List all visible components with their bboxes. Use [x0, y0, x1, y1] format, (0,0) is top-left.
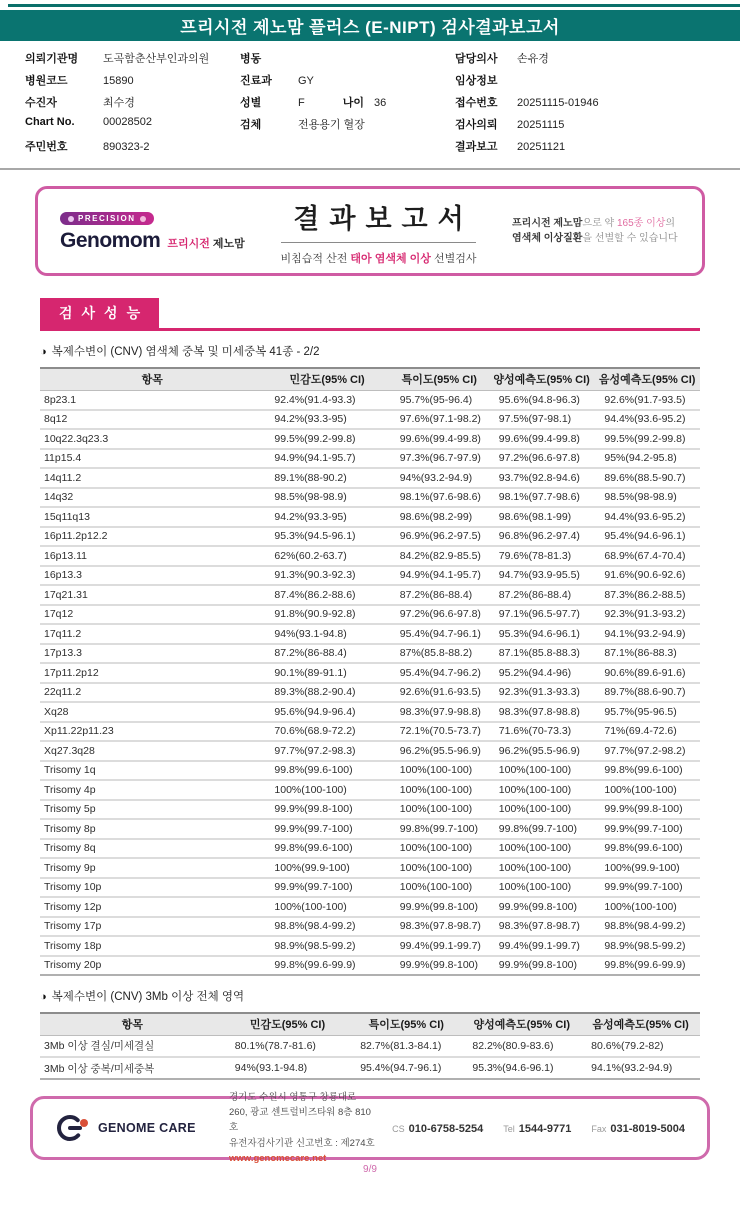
field-value: 20251115	[517, 119, 565, 131]
value-cell: 100%(100-100)	[390, 780, 489, 800]
value-cell: 99.5%(99.2-99.8)	[594, 429, 700, 449]
genomecare-logo-text: GENOME CARE	[98, 1121, 196, 1135]
field-label: 접수번호	[455, 97, 498, 109]
value-cell: 100%(100-100)	[489, 761, 595, 781]
item-cell: 3Mb 이상 중복/미세중복	[40, 1057, 225, 1079]
value-cell: 82.7%(81.3-84.1)	[350, 1035, 462, 1057]
table-row	[40, 839, 700, 859]
item-cell: 17q12	[40, 605, 264, 625]
table-row	[40, 429, 700, 449]
info-row-doctor	[455, 50, 725, 72]
website-link[interactable]: www.genomecare.net	[229, 1152, 327, 1164]
value-cell: 94.7%(93.9-95.5)	[489, 566, 595, 586]
value-cell: 98.8%(98.4-99.2)	[594, 917, 700, 937]
value-cell: 99.4%(99.1-99.7)	[390, 936, 489, 956]
value-cell: 72.1%(70.5-73.7)	[390, 722, 489, 742]
field-label: 나이	[342, 97, 364, 109]
footer-contacts	[392, 1119, 685, 1137]
value-cell: 94.9%(94.1-95.7)	[390, 566, 489, 586]
info-row-department	[240, 72, 455, 94]
item-cell: Trisomy 1q	[40, 761, 264, 781]
contact-cs: CS 010-6758-5254	[392, 1123, 484, 1135]
value-cell: 98.3%(97.8-98.7)	[390, 917, 489, 937]
value-cell: 98.9%(98.5-99.2)	[264, 936, 389, 956]
field-value: 15890	[103, 75, 134, 87]
value-cell: 96.9%(96.2-97.5)	[390, 527, 489, 547]
value-cell: 87.2%(86-88.4)	[264, 644, 389, 664]
value-cell: 100%(100-100)	[264, 897, 389, 917]
item-cell: 8q12	[40, 410, 264, 430]
table-row	[40, 585, 700, 605]
field-value: 손유경	[517, 53, 549, 65]
column-header: 민감도(95% CI)	[225, 1013, 350, 1035]
field-value: 전용용기 혈장	[298, 119, 365, 131]
value-cell: 91.8%(90.9-92.8)	[264, 605, 389, 625]
table-row	[40, 761, 700, 781]
page-number: 9/9	[363, 1164, 377, 1175]
table-row	[40, 936, 700, 956]
value-cell: 94.4%(93.6-95.2)	[594, 410, 700, 430]
value-cell: 100%(100-100)	[390, 761, 489, 781]
column-header: 항목	[40, 1013, 225, 1035]
value-cell: 97.2%(96.6-97.8)	[390, 605, 489, 625]
item-cell: 14q32	[40, 488, 264, 508]
table-row	[40, 507, 700, 527]
value-cell: 94.2%(93.3-95)	[264, 410, 389, 430]
badge-dot-icon	[68, 216, 74, 222]
value-cell: 87.2%(86-88.4)	[390, 585, 489, 605]
column-header: 민감도(95% CI)	[264, 368, 389, 390]
table-row	[40, 546, 700, 566]
value-cell: 98.3%(97.8-98.7)	[489, 917, 595, 937]
value-cell: 98.1%(97.7-98.6)	[489, 488, 595, 508]
value-cell: 99.8%(99.6-99.9)	[594, 956, 700, 976]
value-cell: 100%(100-100)	[489, 800, 595, 820]
value-cell: 99.8%(99.6-99.9)	[264, 956, 389, 976]
genomom-logo: Genomom	[60, 229, 161, 253]
screening-note: 프리시전 제노맘으로 약 165종 이상의 염색체 이상질환을 선별할 수 있습니다	[512, 217, 678, 244]
item-cell: Xq28	[40, 702, 264, 722]
brand-kr-genomom: 제노맘	[212, 238, 245, 251]
value-cell: 98.8%(98.4-99.2)	[264, 917, 389, 937]
value-cell: 70.6%(68.9-72.2)	[264, 722, 389, 742]
value-cell: 97.7%(97.2-98.2)	[594, 741, 700, 761]
item-cell: 16p13.11	[40, 546, 264, 566]
item-cell: Trisomy 4p	[40, 780, 264, 800]
badge-dot-icon	[140, 216, 146, 222]
value-cell: 98.5%(98-98.9)	[264, 488, 389, 508]
value-cell: 94.2%(93.3-95)	[264, 507, 389, 527]
value-cell: 100%(100-100)	[390, 878, 489, 898]
field-label: 성별	[240, 97, 262, 109]
value-cell: 100%(100-100)	[594, 780, 700, 800]
value-cell: 99.9%(99.7-100)	[264, 819, 389, 839]
value-cell: 99.9%(99.8-100)	[264, 800, 389, 820]
field-label: 검사의뢰	[455, 119, 498, 131]
field-value: 20251121	[517, 141, 566, 153]
item-cell: 17q11.2	[40, 624, 264, 644]
column-header: 양성예측도(95% CI)	[489, 368, 595, 390]
contact-fax: Fax 031-8019-5004	[591, 1123, 685, 1135]
performance-section-divider	[40, 298, 700, 331]
item-cell: Trisomy 9p	[40, 858, 264, 878]
item-cell: 17p11.2p12	[40, 663, 264, 683]
table-row	[40, 644, 700, 664]
table-row	[40, 527, 700, 547]
table-row	[40, 702, 700, 722]
value-cell: 95%(94.2-95.8)	[594, 449, 700, 469]
value-cell: 89.1%(88-90.2)	[264, 468, 389, 488]
value-cell: 99.9%(99.8-100)	[489, 897, 595, 917]
value-cell: 99.4%(99.1-99.7)	[489, 936, 595, 956]
value-cell: 95.7%(95-96.4)	[390, 390, 489, 410]
table-header-row	[40, 1013, 700, 1035]
table-row	[40, 741, 700, 761]
info-row-clinical-info	[455, 72, 725, 94]
value-cell: 100%(100-100)	[390, 858, 489, 878]
item-cell: Xq27.3q28	[40, 741, 264, 761]
value-cell: 84.2%(82.9-85.5)	[390, 546, 489, 566]
value-cell: 92.3%(91.3-93.3)	[489, 683, 595, 703]
field-label: 임상정보	[455, 75, 498, 87]
value-cell: 95.3%(94.6-96.1)	[489, 624, 595, 644]
value-cell: 100%(100-100)	[489, 780, 595, 800]
field-label: 병원코드	[25, 75, 68, 87]
table-row	[40, 566, 700, 586]
page-title: 프리시전 제노맘 플러스 (E-NIPT) 검사결과보고서	[180, 18, 560, 37]
value-cell: 68.9%(67.4-70.4)	[594, 546, 700, 566]
contact-tel: Tel 1544-9771	[503, 1123, 572, 1135]
value-cell: 95.2%(94.4-96)	[489, 663, 595, 683]
table-row	[40, 897, 700, 917]
cnv-performance-table	[40, 367, 700, 976]
column-header: 항목	[40, 368, 264, 390]
table-row	[40, 956, 700, 976]
item-cell: Trisomy 8q	[40, 839, 264, 859]
table-header-row	[40, 368, 700, 390]
precision-badge	[60, 212, 154, 225]
item-cell: 17p13.3	[40, 644, 264, 664]
value-cell: 94%(93.1-94.8)	[264, 624, 389, 644]
value-cell: 100%(100-100)	[390, 839, 489, 859]
column-header: 특이도(95% CI)	[350, 1013, 462, 1035]
value-cell: 89.3%(88.2-90.4)	[264, 683, 389, 703]
field-value: 36	[374, 97, 387, 109]
value-cell: 87%(85.8-88.2)	[390, 644, 489, 664]
item-cell: Trisomy 12p	[40, 897, 264, 917]
item-cell: 16p13.3	[40, 566, 264, 586]
item-cell: 10q22.3q23.3	[40, 429, 264, 449]
value-cell: 94%(93.1-94.8)	[225, 1057, 350, 1079]
value-cell: 94%(93.2-94.9)	[390, 468, 489, 488]
value-cell: 99.6%(99.4-99.8)	[489, 429, 595, 449]
value-cell: 87.1%(85.8-88.3)	[489, 644, 595, 664]
value-cell: 97.3%(96.7-97.9)	[390, 449, 489, 469]
value-cell: 95.3%(94.6-96.1)	[462, 1057, 581, 1079]
value-cell: 97.5%(97-98.1)	[489, 410, 595, 430]
value-cell: 98.3%(97.8-98.8)	[489, 702, 595, 722]
item-cell: Trisomy 20p	[40, 956, 264, 976]
column-header: 음성예측도(95% CI)	[581, 1013, 700, 1035]
value-cell: 97.6%(97.1-98.2)	[390, 410, 489, 430]
field-value: 890323-2	[103, 141, 150, 153]
top-rule-divider	[8, 4, 740, 7]
value-cell: 99.8%(99.6-100)	[264, 761, 389, 781]
value-cell: 100%(99.9-100)	[264, 858, 389, 878]
info-row-patient-name	[25, 94, 240, 116]
table-row	[40, 410, 700, 430]
field-value: F	[298, 97, 305, 109]
table-row	[40, 1057, 700, 1079]
value-cell: 100%(99.9-100)	[594, 858, 700, 878]
value-cell: 95.3%(94.5-96.1)	[264, 527, 389, 547]
value-cell: 95.4%(94.7-96.2)	[390, 663, 489, 683]
value-cell: 92.6%(91.7-93.5)	[594, 390, 700, 410]
value-cell: 95.6%(94.9-96.4)	[264, 702, 389, 722]
value-cell: 98.9%(98.5-99.2)	[594, 936, 700, 956]
table-row	[40, 819, 700, 839]
value-cell: 99.5%(99.2-99.8)	[264, 429, 389, 449]
value-cell: 91.6%(90.6-92.6)	[594, 566, 700, 586]
column-header: 양성예측도(95% CI)	[462, 1013, 581, 1035]
cnv-3mb-table-title: ◑ 복제수변이 (CNV) 3Mb 이상 전체 영역	[40, 991, 245, 1003]
table-row	[40, 605, 700, 625]
field-label: 검체	[240, 119, 262, 131]
value-cell: 87.1%(86-88.3)	[594, 644, 700, 664]
table-row	[40, 468, 700, 488]
item-cell: Trisomy 5p	[40, 800, 264, 820]
value-cell: 100%(100-100)	[594, 897, 700, 917]
value-cell: 99.9%(99.8-100)	[390, 897, 489, 917]
item-cell: 22q11.2	[40, 683, 264, 703]
patient-info-column-right	[455, 50, 725, 160]
value-cell: 99.9%(99.7-100)	[594, 819, 700, 839]
info-row-hospital-code	[25, 72, 240, 94]
item-cell: 16p11.2p12.2	[40, 527, 264, 547]
table-row	[40, 722, 700, 742]
value-cell: 95.4%(94.6-96.1)	[594, 527, 700, 547]
value-cell: 92.4%(91.4-93.3)	[264, 390, 389, 410]
value-cell: 99.9%(99.8-100)	[489, 956, 595, 976]
half-circle-bullet-icon: ◑	[40, 991, 47, 1003]
value-cell: 92.3%(91.3-93.2)	[594, 605, 700, 625]
item-cell: 14q11.2	[40, 468, 264, 488]
value-cell: 99.8%(99.6-100)	[264, 839, 389, 859]
result-report-title: 결과보고서	[281, 197, 477, 243]
value-cell: 97.7%(97.2-98.3)	[264, 741, 389, 761]
value-cell: 62%(60.2-63.7)	[264, 546, 389, 566]
result-report-subtitle: 비침습적 산전 태아 염색체 이상 선별검사	[280, 252, 477, 265]
table-row	[40, 800, 700, 820]
value-cell: 97.1%(96.5-97.7)	[489, 605, 595, 625]
value-cell: 100%(100-100)	[489, 878, 595, 898]
report-title-bar	[0, 10, 740, 41]
value-cell: 99.9%(99.8-100)	[390, 956, 489, 976]
field-value: GY	[298, 75, 314, 87]
item-cell: Trisomy 18p	[40, 936, 264, 956]
info-row-chart-no	[25, 116, 240, 138]
footer	[30, 1092, 710, 1164]
field-label: 주민번호	[25, 141, 68, 153]
item-cell: 3Mb 이상 결실/미세결실	[40, 1035, 225, 1057]
value-cell: 98.5%(98-98.9)	[594, 488, 700, 508]
value-cell: 71.6%(70-73.3)	[489, 722, 595, 742]
field-label: 결과보고	[455, 141, 498, 153]
value-cell: 99.9%(99.7-100)	[264, 878, 389, 898]
value-cell: 94.1%(93.2-94.9)	[581, 1057, 700, 1079]
item-cell: Trisomy 10p	[40, 878, 264, 898]
brand-kr-precision: 프리시전	[167, 238, 210, 251]
table-row	[40, 917, 700, 937]
value-cell: 94.1%(93.2-94.9)	[594, 624, 700, 644]
cnv-3mb-performance-table	[40, 1012, 700, 1080]
table-row	[40, 683, 700, 703]
field-label: Chart No.	[25, 116, 75, 128]
item-cell: 8p23.1	[40, 390, 264, 410]
value-cell: 98.6%(98.1-99)	[489, 507, 595, 527]
table-row	[40, 878, 700, 898]
performance-section-heading: 검사성능	[40, 298, 159, 328]
value-cell: 99.8%(99.7-100)	[489, 819, 595, 839]
value-cell: 96.8%(96.2-97.4)	[489, 527, 595, 547]
value-cell: 100%(100-100)	[489, 858, 595, 878]
value-cell: 99.8%(99.6-100)	[594, 761, 700, 781]
info-row-specimen	[240, 116, 455, 138]
value-cell: 98.3%(97.9-98.8)	[390, 702, 489, 722]
field-value: 도곡함춘산부인과의원	[103, 53, 210, 65]
result-report-title-block	[281, 197, 477, 266]
value-cell: 95.7%(95-96.5)	[594, 702, 700, 722]
value-cell: 90.6%(89.6-91.6)	[594, 663, 700, 683]
patient-info-column-middle	[240, 50, 455, 160]
info-row-report-date	[455, 138, 725, 160]
value-cell: 82.2%(80.9-83.6)	[462, 1035, 581, 1057]
value-cell: 98.1%(97.6-98.6)	[390, 488, 489, 508]
table-row	[40, 663, 700, 683]
item-cell: Trisomy 17p	[40, 917, 264, 937]
value-cell: 95.4%(94.7-96.1)	[350, 1057, 462, 1079]
field-value: 최수경	[103, 97, 135, 109]
cnv-table-title: ◑ 복제수변이 (CNV) 염색체 중복 및 미세중복 41종 - 2/2	[40, 346, 320, 358]
value-cell: 99.6%(99.4-99.8)	[390, 429, 489, 449]
value-cell: 87.4%(86.2-88.6)	[264, 585, 389, 605]
field-label: 병동	[240, 53, 262, 65]
value-cell: 79.6%(78-81.3)	[489, 546, 595, 566]
patient-info-column-left	[25, 50, 240, 160]
value-cell: 80.1%(78.7-81.6)	[225, 1035, 350, 1057]
item-cell: Xp11.22p11.23	[40, 722, 264, 742]
value-cell: 95.6%(94.8-96.3)	[489, 390, 595, 410]
license-number: 유전자검사기관 신고번호 : 제274호	[229, 1137, 375, 1149]
value-cell: 96.2%(95.5-96.9)	[390, 741, 489, 761]
value-cell: 98.6%(98.2-99)	[390, 507, 489, 527]
table-row	[40, 390, 700, 410]
value-cell: 97.2%(96.6-97.8)	[489, 449, 595, 469]
field-label: 담당의사	[455, 53, 498, 65]
value-cell: 80.6%(79.2-82)	[581, 1035, 700, 1057]
table-row	[40, 780, 700, 800]
value-cell: 99.8%(99.6-100)	[594, 839, 700, 859]
table-row	[40, 1035, 700, 1057]
value-cell: 96.2%(95.5-96.9)	[489, 741, 595, 761]
half-circle-bullet-icon: ◑	[40, 346, 47, 358]
value-cell: 99.9%(99.7-100)	[594, 878, 700, 898]
item-cell: 15q11q13	[40, 507, 264, 527]
item-cell: 17q21.31	[40, 585, 264, 605]
table-row	[40, 449, 700, 469]
info-row-receipt-no	[455, 94, 725, 116]
precision-badge-label: PRECISION	[78, 214, 136, 224]
footer-address-block	[229, 1090, 376, 1166]
info-row-resident-no	[25, 138, 240, 160]
table-row	[40, 488, 700, 508]
info-row-ward	[240, 50, 455, 72]
value-cell: 87.2%(86-88.4)	[489, 585, 595, 605]
value-cell: 71%(69.4-72.6)	[594, 722, 700, 742]
value-cell: 91.3%(90.3-92.3)	[264, 566, 389, 586]
value-cell: 95.4%(94.7-96.1)	[390, 624, 489, 644]
genomecare-logo-icon	[55, 1112, 91, 1144]
value-cell: 89.6%(88.5-90.7)	[594, 468, 700, 488]
field-label: 의뢰기관명	[25, 53, 79, 65]
result-report-box	[35, 186, 705, 276]
value-cell: 92.6%(91.6-93.5)	[390, 683, 489, 703]
genomecare-logo	[55, 1112, 213, 1144]
item-cell: Trisomy 8p	[40, 819, 264, 839]
value-cell: 100%(100-100)	[264, 780, 389, 800]
info-row-request-date	[455, 116, 725, 138]
field-value: 20251115-01946	[517, 97, 599, 109]
item-cell: 11p15.4	[40, 449, 264, 469]
value-cell: 89.7%(88.6-90.7)	[594, 683, 700, 703]
value-cell: 94.9%(94.1-95.7)	[264, 449, 389, 469]
value-cell: 87.3%(86.2-88.5)	[594, 585, 700, 605]
field-label: 수진자	[25, 97, 57, 109]
column-header: 특이도(95% CI)	[390, 368, 489, 390]
info-row-hospital-name	[25, 50, 240, 72]
value-cell: 90.1%(89-91.1)	[264, 663, 389, 683]
value-cell: 93.7%(92.8-94.6)	[489, 468, 595, 488]
value-cell: 99.8%(99.7-100)	[390, 819, 489, 839]
info-row-sex-age	[240, 94, 455, 116]
patient-info-section	[0, 41, 740, 170]
value-cell: 100%(100-100)	[390, 800, 489, 820]
field-label: 진료과	[240, 75, 272, 87]
value-cell: 94.4%(93.6-95.2)	[594, 507, 700, 527]
value-cell: 99.9%(99.8-100)	[594, 800, 700, 820]
column-header: 음성예측도(95% CI)	[594, 368, 700, 390]
field-value: 00028502	[103, 116, 152, 128]
table-row	[40, 624, 700, 644]
genomom-brand	[60, 209, 245, 254]
company-address: 경기도 수원시 영통구 창룡대로 260, 광교 센트럴비즈타워 8층 810호	[229, 1092, 371, 1134]
table-row	[40, 858, 700, 878]
value-cell: 100%(100-100)	[489, 839, 595, 859]
